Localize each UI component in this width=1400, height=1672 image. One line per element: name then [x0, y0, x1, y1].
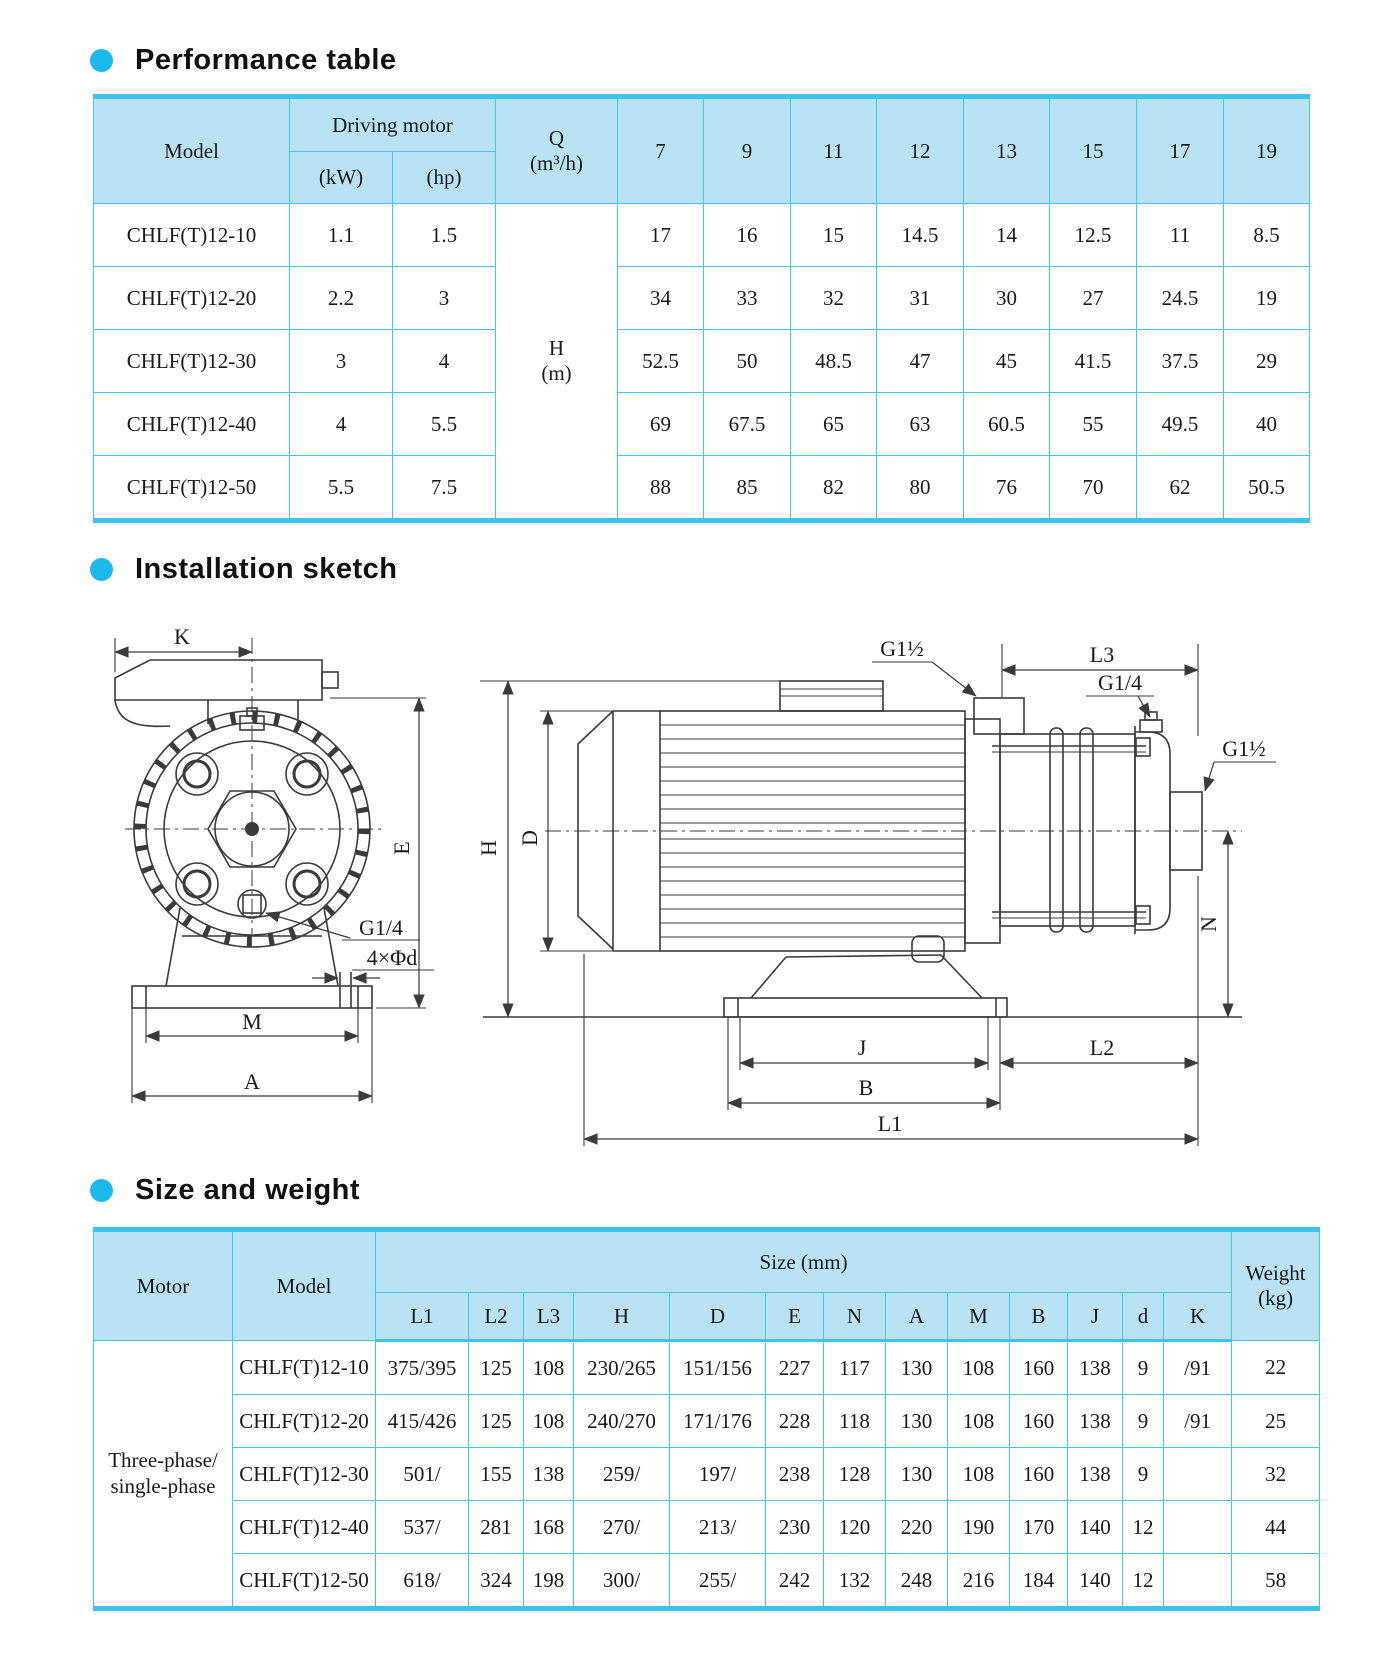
cell: 11: [1137, 204, 1224, 267]
kw-cell: 2.2: [290, 267, 393, 330]
cell: 65: [791, 393, 877, 456]
cell: 230: [766, 1501, 824, 1554]
cell: [1164, 1448, 1232, 1501]
cell: 34: [618, 267, 704, 330]
cell: 47: [877, 330, 964, 393]
cell: 171/176: [670, 1395, 766, 1448]
cell: 184: [1010, 1554, 1068, 1609]
cell: 130: [886, 1341, 948, 1395]
pump-bracket: [912, 936, 944, 962]
motor-type-line2: single-phase: [110, 1473, 216, 1498]
table-row: [94, 1501, 1320, 1554]
col-header-kw: (kW): [290, 152, 393, 204]
weight-cell: 58: [1232, 1554, 1320, 1609]
model-cell: CHLF(T)12-50: [94, 456, 290, 521]
cell: 216: [948, 1554, 1010, 1609]
dim-label-h: H: [476, 840, 501, 856]
cell: 108: [948, 1341, 1010, 1395]
cell: 130: [886, 1395, 948, 1448]
table-row: [94, 393, 1310, 456]
cell: 48.5: [791, 330, 877, 393]
size-col: A: [886, 1293, 948, 1341]
size-col: K: [1164, 1293, 1232, 1341]
size-col: L2: [469, 1293, 524, 1341]
cell: 255/: [670, 1554, 766, 1609]
cell: 220: [886, 1501, 948, 1554]
dim-label-k: K: [174, 624, 190, 649]
dim-H: [476, 681, 782, 1017]
cell: 155: [469, 1448, 524, 1501]
hp-cell: 1.5: [393, 204, 496, 267]
col-header-size: Size (mm): [376, 1230, 1232, 1293]
cell: 82: [791, 456, 877, 521]
cell: 50.5: [1224, 456, 1310, 521]
size-col: L3: [524, 1293, 574, 1341]
size-col: B: [1010, 1293, 1068, 1341]
kw-cell: 5.5: [290, 456, 393, 521]
cell: 190: [948, 1501, 1010, 1554]
cell: 14: [964, 204, 1050, 267]
cell: 160: [1010, 1341, 1068, 1395]
size-col: d: [1123, 1293, 1164, 1341]
size-col: L1: [376, 1293, 469, 1341]
model-cell: CHLF(T)12-40: [94, 393, 290, 456]
leader-inlet: [872, 636, 976, 696]
size-col: J: [1068, 1293, 1123, 1341]
cell: 24.5: [1137, 267, 1224, 330]
weight-label: Weight: [1245, 1260, 1306, 1285]
table-row: [94, 267, 1310, 330]
dim-bolt-holes: [312, 945, 434, 978]
cell: 197/: [670, 1448, 766, 1501]
flow-col: 12: [877, 97, 964, 204]
cell: 30: [964, 267, 1050, 330]
cell: 125: [469, 1341, 524, 1395]
motor-type-line1: Three-phase/: [108, 1448, 218, 1473]
cell: 324: [469, 1554, 524, 1609]
cell: 160: [1010, 1448, 1068, 1501]
cell: 160: [1010, 1395, 1068, 1448]
model-cell: CHLF(T)12-10: [94, 204, 290, 267]
cell: 52.5: [618, 330, 704, 393]
section-title: Performance table: [135, 44, 397, 76]
cell: 37.5: [1137, 330, 1224, 393]
dim-label-j: J: [857, 1035, 867, 1060]
cell: 240/270: [574, 1395, 670, 1448]
col-header-hp: (hp): [393, 152, 496, 204]
dim-label-l2: L2: [1089, 1035, 1115, 1060]
cell: 55: [1050, 393, 1137, 456]
hp-cell: 4: [393, 330, 496, 393]
cell: 300/: [574, 1554, 670, 1609]
cell: 27: [1050, 267, 1137, 330]
label-bolt-holes: 4×Φd: [366, 945, 418, 970]
vent-plug-side: [1140, 720, 1162, 732]
cell: 238: [766, 1448, 824, 1501]
kw-cell: 1.1: [290, 204, 393, 267]
dim-label-l3: L3: [1089, 642, 1115, 667]
weight-cell: 32: [1232, 1448, 1320, 1501]
stage-ring: [1050, 728, 1063, 932]
cell: /91: [1164, 1395, 1232, 1448]
col-header-model: Model: [233, 1230, 376, 1341]
box-tab: [322, 672, 338, 688]
model-cell: CHLF(T)12-20: [94, 267, 290, 330]
cell: 67.5: [704, 393, 791, 456]
cell: 213/: [670, 1501, 766, 1554]
size-col: E: [766, 1293, 824, 1341]
weight-cell: 22: [1232, 1341, 1320, 1395]
flow-col: 19: [1224, 97, 1310, 204]
cell: 108: [524, 1395, 574, 1448]
cell: 140: [1068, 1554, 1123, 1609]
cell: 198: [524, 1554, 574, 1609]
label-inlet: G1½: [880, 636, 924, 661]
cell: 108: [948, 1448, 1010, 1501]
cell: 120: [824, 1501, 886, 1554]
cell: 33: [704, 267, 791, 330]
cell: 415/426: [376, 1395, 469, 1448]
leader-outlet: [1205, 736, 1276, 791]
terminal-box-front: [115, 660, 322, 700]
q-label: Q: [548, 125, 565, 150]
cell: 14.5: [877, 204, 964, 267]
cell: 130: [886, 1448, 948, 1501]
label-g14-front: G1/4: [359, 915, 403, 940]
cell: 168: [524, 1501, 574, 1554]
dim-label-l1: L1: [877, 1111, 903, 1136]
flow-col: 17: [1137, 97, 1224, 204]
section-heading-installation: [90, 553, 1400, 586]
installation-sketch: [90, 586, 1310, 1166]
cell: 88: [618, 456, 704, 521]
table-row: [94, 456, 1310, 521]
cell: 537/: [376, 1501, 469, 1554]
cell: 138: [1068, 1395, 1123, 1448]
bullet-icon: [90, 558, 113, 581]
cell: 138: [1068, 1341, 1123, 1395]
cell: 108: [948, 1395, 1010, 1448]
cell: 40: [1224, 393, 1310, 456]
cell: [1164, 1554, 1232, 1609]
cell: 118: [824, 1395, 886, 1448]
cell: 31: [877, 267, 964, 330]
cell: 12: [1123, 1554, 1164, 1609]
cell: 618/: [376, 1554, 469, 1609]
q-unit: (m³/h): [530, 151, 583, 175]
bracket-curve: [115, 700, 170, 726]
model-cell: CHLF(T)12-50: [233, 1554, 376, 1609]
cell: 375/395: [376, 1341, 469, 1395]
cell: 151/156: [670, 1341, 766, 1395]
cell: 85: [704, 456, 791, 521]
hp-cell: 7.5: [393, 456, 496, 521]
table-row: [94, 330, 1310, 393]
label-g14-side: G1/4: [1098, 670, 1142, 695]
performance-table: [93, 94, 1310, 523]
cell: 242: [766, 1554, 824, 1609]
inlet-port: [974, 698, 1024, 734]
cell: 128: [824, 1448, 886, 1501]
cell: 29: [1224, 330, 1310, 393]
cell: 19: [1224, 267, 1310, 330]
weight-cell: 25: [1232, 1395, 1320, 1448]
cell: 49.5: [1137, 393, 1224, 456]
col-header-motor: Motor: [94, 1230, 233, 1341]
model-cell: CHLF(T)12-10: [233, 1341, 376, 1395]
dim-label-b: B: [858, 1075, 874, 1100]
base-plate-side: [724, 998, 1007, 1017]
flow-col: 11: [791, 97, 877, 204]
dim-label-d: D: [517, 830, 542, 846]
section-title: Installation sketch: [135, 553, 398, 585]
model-cell: CHLF(T)12-40: [233, 1501, 376, 1554]
size-col: H: [574, 1293, 670, 1341]
section-title: Size and weight: [135, 1174, 361, 1206]
cell: 227: [766, 1341, 824, 1395]
pump-side-view: [476, 636, 1276, 1146]
bullet-icon: [90, 49, 113, 72]
cell: 60.5: [964, 393, 1050, 456]
model-cell: CHLF(T)12-20: [233, 1395, 376, 1448]
model-cell: CHLF(T)12-30: [94, 330, 290, 393]
table-row: [94, 204, 1310, 267]
cell: 63: [877, 393, 964, 456]
stage-ring: [1080, 728, 1093, 932]
size-col: M: [948, 1293, 1010, 1341]
h-label: H: [548, 335, 565, 360]
weight-cell: 44: [1232, 1501, 1320, 1554]
h-unit: (m): [541, 361, 572, 385]
size-col: D: [670, 1293, 766, 1341]
dim-label-e: E: [389, 841, 414, 855]
flow-col: 9: [704, 97, 791, 204]
dim-J: [740, 1017, 988, 1070]
flow-col: 13: [964, 97, 1050, 204]
cell: 108: [524, 1341, 574, 1395]
hp-cell: 3: [393, 267, 496, 330]
dim-N: [1196, 831, 1228, 1017]
table-row: [94, 1554, 1320, 1609]
cell: 138: [524, 1448, 574, 1501]
cell: 138: [1068, 1448, 1123, 1501]
pump-barrel: [1000, 734, 1135, 926]
cell: 132: [824, 1554, 886, 1609]
cell: 140: [1068, 1501, 1123, 1554]
terminal-box-side: [780, 681, 883, 711]
dim-label-n: N: [1196, 916, 1221, 932]
cell: 125: [469, 1395, 524, 1448]
cell: 501/: [376, 1448, 469, 1501]
dim-label-m: M: [242, 1009, 262, 1034]
cell: [1164, 1501, 1232, 1554]
cell: 45: [964, 330, 1050, 393]
motor-type-cell: [94, 1341, 233, 1609]
weight-unit: (kg): [1258, 1286, 1294, 1310]
cell: 41.5: [1050, 330, 1137, 393]
dim-K: [115, 624, 252, 672]
bullet-icon: [90, 1179, 113, 1202]
section-heading-size: [90, 1174, 1400, 1207]
cell: 9: [1123, 1395, 1164, 1448]
cell: 15: [791, 204, 877, 267]
leader-g14-side: [1086, 670, 1154, 717]
col-header-model: Model: [94, 97, 290, 204]
cell: 9: [1123, 1448, 1164, 1501]
dim-M: [146, 1008, 358, 1043]
cell: 248: [886, 1554, 948, 1609]
cell: /91: [1164, 1341, 1232, 1395]
cell: 76: [964, 456, 1050, 521]
col-header-q: [496, 97, 618, 204]
cell: 12.5: [1050, 204, 1137, 267]
cell: 62: [1137, 456, 1224, 521]
flow-col: 15: [1050, 97, 1137, 204]
cell: 228: [766, 1395, 824, 1448]
flow-col: 7: [618, 97, 704, 204]
cell: 50: [704, 330, 791, 393]
head-unit-cell: [496, 204, 618, 521]
cell: 12: [1123, 1501, 1164, 1554]
cell: 281: [469, 1501, 524, 1554]
base-plate-front: [132, 986, 372, 1008]
cell: 69: [618, 393, 704, 456]
cell: 32: [791, 267, 877, 330]
cell: 230/265: [574, 1341, 670, 1395]
cell: 8.5: [1224, 204, 1310, 267]
cell: 270/: [574, 1501, 670, 1554]
hp-cell: 5.5: [393, 393, 496, 456]
pump-front-view: [115, 624, 434, 1103]
cell: 259/: [574, 1448, 670, 1501]
kw-cell: 4: [290, 393, 393, 456]
size-weight-table: [93, 1227, 1320, 1611]
kw-cell: 3: [290, 330, 393, 393]
cell: 70: [1050, 456, 1137, 521]
label-outlet: G1½: [1222, 736, 1266, 761]
cell: 170: [1010, 1501, 1068, 1554]
table-row: [94, 1395, 1320, 1448]
col-header-driving-motor: Driving motor: [290, 97, 496, 152]
cell: 9: [1123, 1341, 1164, 1395]
model-cell: CHLF(T)12-30: [233, 1448, 376, 1501]
cell: 80: [877, 456, 964, 521]
size-col: N: [824, 1293, 886, 1341]
col-header-weight: [1232, 1230, 1320, 1341]
section-heading-performance: [90, 0, 1400, 77]
cell: 17: [618, 204, 704, 267]
cell: 117: [824, 1341, 886, 1395]
table-row: [94, 1448, 1320, 1501]
dim-label-a: A: [244, 1069, 260, 1094]
table-row: [94, 1341, 1320, 1395]
cell: 16: [704, 204, 791, 267]
